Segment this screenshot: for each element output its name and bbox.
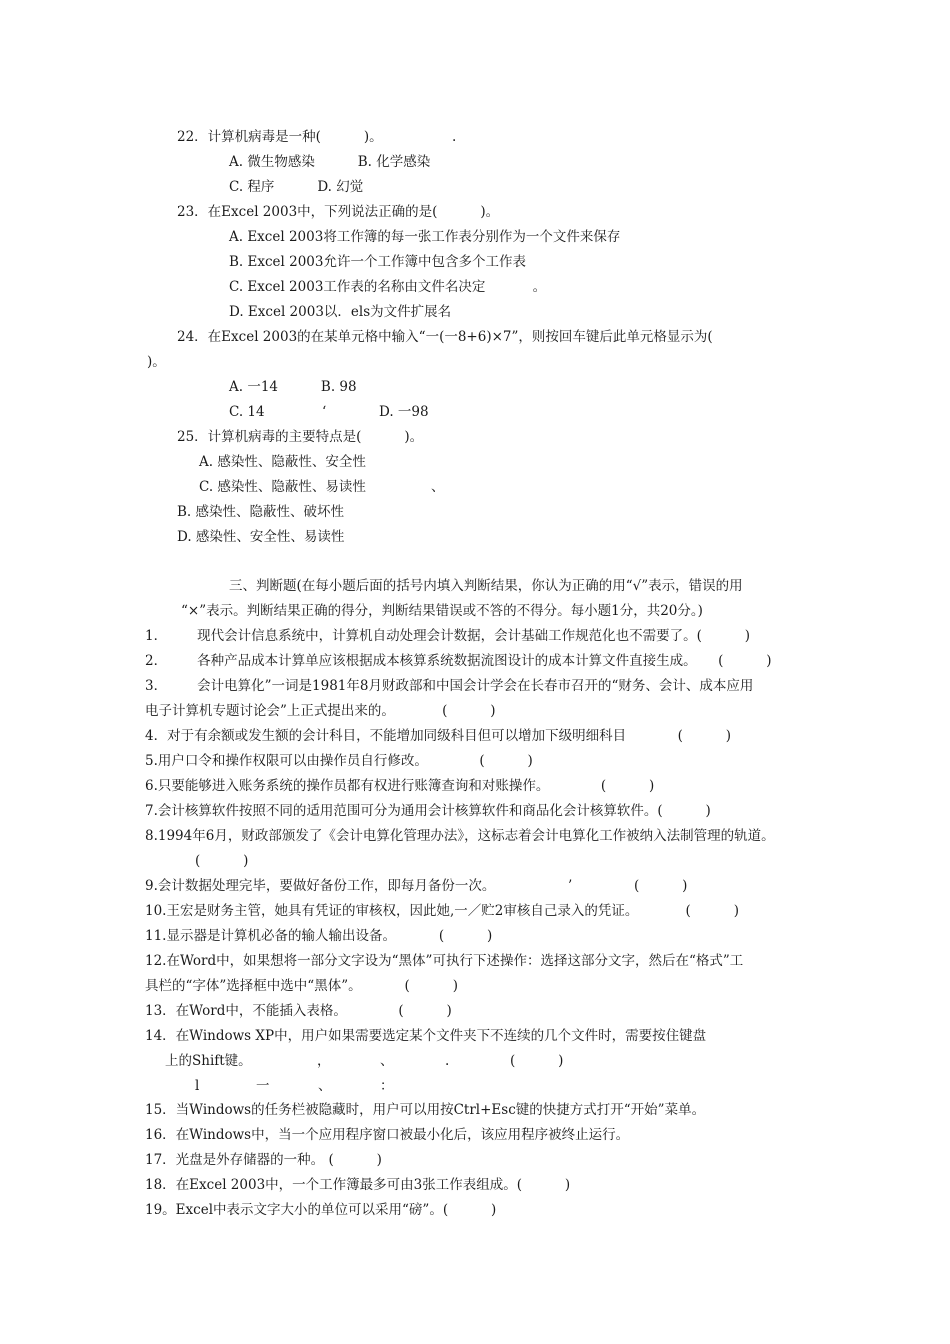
q23-option-b: B. Excel 2003允许一个工作簿中包含多个工作表 bbox=[229, 254, 526, 270]
tf-q19: 19。Excel中表示文字大小的单位可以采用“磅”。( ) bbox=[145, 1202, 497, 1218]
tf-q4: 4．对于有余额或发生额的会计科目，不能增加同级科目但可以增加下级明细科目 ( ) bbox=[145, 728, 732, 744]
tf-q5: 5.用户口令和操作权限可以由操作员自行修改。 ( ) bbox=[145, 753, 533, 769]
tf-q3-line1: 3． 会计电算化”一词是1981年8月财政部和中国会计学会在长春市召开的“财务、会计、成本应用 bbox=[145, 678, 754, 694]
tf-q14-line1: 14．在Windows XP中，用户如果需要选定某个文件夹下不连续的几个文件时，需要按住键盘 bbox=[145, 1028, 707, 1044]
q22-options-cd: C. 程序 D. 幻觉 bbox=[229, 179, 364, 195]
tf-q11: 11.显示器是计算机必备的输人输出设备。 ( ) bbox=[145, 928, 493, 944]
tf-q9: 9.会计数据处理完毕，要做好备份工作，即每月备份一次。 bbox=[145, 878, 496, 894]
q22-stray-mark: . bbox=[452, 129, 457, 145]
tf-q14-paren: ( ) bbox=[510, 1053, 564, 1069]
q24-option-d: D. 一98 bbox=[379, 404, 429, 420]
q25-stem: 25．计算机病毒的主要特点是( )。 bbox=[177, 429, 424, 445]
tf-q17: 17．光盘是外存储器的一种。 ( ) bbox=[145, 1152, 382, 1168]
tf-q13: 13．在Word中，不能插入表格。 ( ) bbox=[145, 1003, 452, 1019]
tf-q6: 6.只要能够进入账务系统的操作员都有权进行账簿查询和对账操作。 ( ) bbox=[145, 778, 655, 794]
tf-q14-line2: 上的Shift键。 bbox=[165, 1053, 252, 1069]
q24-options-ab: A. 一14 B. 98 bbox=[229, 379, 357, 395]
tf-q15: 15．当Windows的任务栏被隐藏时，用户可以用按Ctrl+Esc键的快捷方式打开“开始”菜单。 bbox=[145, 1102, 706, 1118]
q23-option-d: D. Excel 2003以．els为文件扩展名 bbox=[229, 304, 452, 320]
tf-q12-line2: 具栏的“字体”选择框中选中“黑体”。 ( ) bbox=[145, 978, 458, 994]
q25-option-b: B. 感染性、隐蔽性、破坏性 bbox=[177, 504, 345, 520]
tf-heading-line1: 三、判断题(在每小题后面的括号内填入判断结果，你认为正确的用“√”表示，错误的用 bbox=[229, 578, 743, 594]
tf-q7: 7.会计核算软件按照不同的适用范围可分为通用会计核算软件和商品化会计核算软件。( ) bbox=[145, 803, 711, 819]
q24-option-c: C. 14 bbox=[229, 404, 265, 420]
tf-q14-mark3: . bbox=[445, 1053, 450, 1069]
q24-stem: 24．在Excel 2003的在某单元格中输入“一(一8+6)×7”，则按回车键后此单元格显示为( bbox=[177, 329, 713, 345]
q23-option-c: C. Excel 2003工作表的名称由文件名决定 。 bbox=[229, 279, 547, 295]
tf-q9-stray-mark: ’ bbox=[568, 878, 573, 894]
q23-stem: 23．在Excel 2003中，下列说法正确的是( )。 bbox=[177, 204, 500, 220]
tf-q14-mark1: ， bbox=[317, 1053, 331, 1069]
tf-q1: 1． 现代会计信息系统中，计算机自动处理会计数据，会计基础工作规范化也不需要了。( ) bbox=[145, 628, 751, 644]
q23-option-a: A. Excel 2003将工作簿的每一张工作表分别作为一个文件来保存 bbox=[229, 229, 621, 245]
tf-q18: 18．在Excel 2003中，一个工作簿最多可由3张工作表组成。( ) bbox=[145, 1177, 571, 1193]
stray-mark-3: 、 bbox=[318, 1078, 332, 1094]
q25-option-d: D. 感染性、安全性、易读性 bbox=[177, 529, 345, 545]
q24-stray-mark: ‘ bbox=[322, 404, 327, 420]
stray-mark-1: l bbox=[195, 1078, 200, 1094]
q25-option-c: C. 感染性、隐蔽性、易读性 bbox=[199, 479, 366, 495]
tf-q14-mark2: 、 bbox=[380, 1053, 394, 1069]
tf-q16: 16．在Windows中，当一个应用程序窗口被最小化后，该应用程序被终止运行。 bbox=[145, 1127, 630, 1143]
tf-q3-line2: 电子计算机专题讨论会”上正式提出来的。 ( ) bbox=[145, 703, 496, 719]
tf-q8-paren: ( ) bbox=[195, 853, 249, 869]
q25-option-a: A. 感染性、隐蔽性、安全性 bbox=[199, 454, 366, 470]
tf-q2: 2． 各种产品成本计算单应该根据成本核算系统数据流图设计的成本计算文件直接生成。 ( ) bbox=[145, 653, 772, 669]
tf-q8-line1: 8.1994年6月，财政部颁发了《会计电算化管理办法》，这标志着会计电算化工作被纳入法制管理的轨道。 bbox=[145, 828, 775, 844]
tf-q10: 10.王宏是财务主管，她具有凭证的审核权，因此她,一／贮2审核自己录入的凭证。 ( ) bbox=[145, 903, 739, 919]
tf-q9-paren: ( ) bbox=[634, 878, 688, 894]
tf-q12-line1: 12.在Word中，如果想将一部分文字设为“黑体”可执行下述操作：选择这部分文字，然后在“格式”工 bbox=[145, 953, 744, 969]
tf-heading-line2: “×”表示。判断结果正确的得分，判断结果错误或不答的不得分。每小题1分，共20分。) bbox=[181, 603, 703, 619]
q22-stem: 22．计算机病毒是一种( )。 bbox=[177, 129, 383, 145]
q22-options-ab: A. 微生物感染 B. 化学感染 bbox=[229, 154, 431, 170]
stray-mark-2: 一 bbox=[256, 1078, 270, 1094]
q25-stray-mark: 、 bbox=[431, 479, 445, 495]
stray-mark-4: ： bbox=[380, 1078, 394, 1094]
q24-stem-tail: )。 bbox=[147, 354, 166, 370]
